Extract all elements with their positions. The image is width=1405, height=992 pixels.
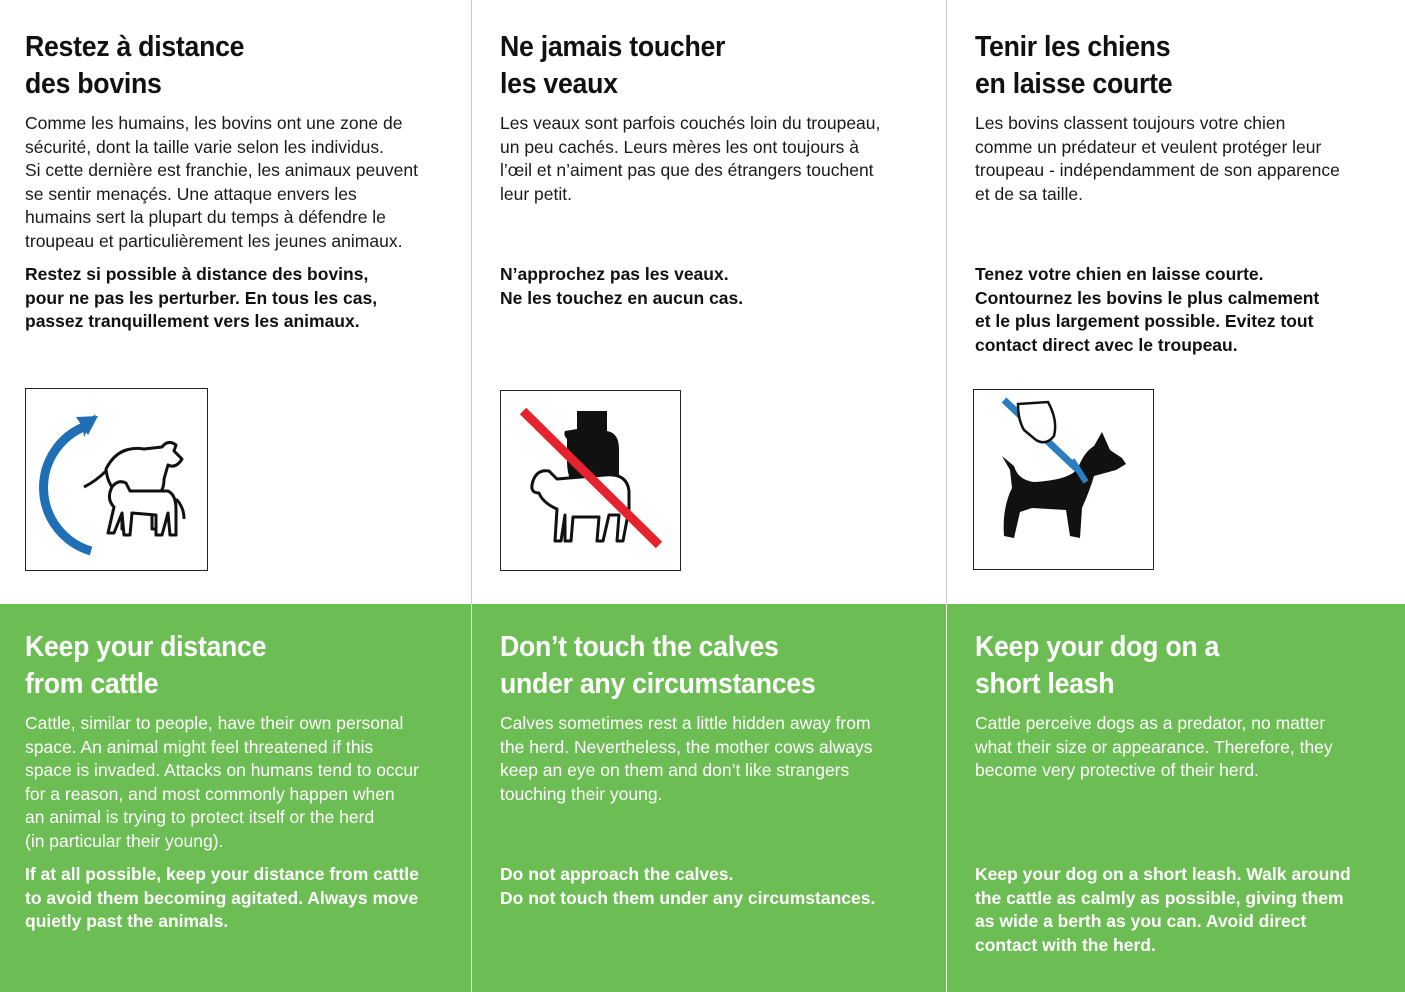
column-divider <box>946 0 947 604</box>
instruction-no-touch-fr: N’approchez pas les veaux. Ne les touchez en aucun cas. <box>500 264 744 308</box>
dog-on-leash-icon <box>973 389 1154 570</box>
english-section <box>0 604 1405 992</box>
french-column-2 <box>500 29 920 103</box>
instruction-leash-fr: Tenez votre chien en laisse courte. Contournez les bovins le plus calmement et le plus largement possible. Evitez tout contact direct avec le troupeau. <box>975 264 1320 355</box>
column-divider <box>471 604 472 992</box>
body-leash-fr: Les bovins classent toujours votre chien comme un prédateur et veulent protéger leur troupeau - indépendamment de son apparence et de sa taille. <box>975 113 1340 204</box>
body-leash-en: Cattle perceive dogs as a predator, no matter what their size or appearance. Therefore, they become very protective of their herd. <box>975 713 1333 780</box>
instruction-keep-distance-fr: Restez si possible à distance des bovins, pour ne pas les perturber. En tous les cas, passez tranquillement vers les animaux. <box>25 264 378 331</box>
french-column-1 <box>25 29 445 103</box>
body-no-touch-en: Calves sometimes rest a little hidden away from the herd. Nevertheless, the mother cows always keep an eye on them and don’t like strangers touching their young. <box>500 713 873 804</box>
column-divider <box>471 0 472 604</box>
keep-distance-cattle-icon <box>25 388 208 571</box>
column-divider <box>946 604 947 992</box>
heading-leash-fr: Tenir les chiens en laisse courte <box>975 31 1173 100</box>
heading-leash-en: Keep your dog on a short leash <box>975 631 1220 700</box>
english-column-2 <box>500 629 920 703</box>
instruction-leash-en: Keep your dog on a short leash. Walk around the cattle as calmly as possible, giving them as wide a berth as you can. Avoid direct contact with the herd. <box>975 864 1351 955</box>
french-column-3 <box>975 29 1395 103</box>
heading-no-touch-en: Don’t touch the calves under any circumstances <box>500 631 816 700</box>
body-no-touch-fr: Les veaux sont parfois couchés loin du troupeau, un peu cachés. Leurs mères les ont toujours à l’œil et n’aiment pas que des étrangers touchent leur petit. <box>500 113 881 204</box>
heading-keep-distance-en: Keep your distance from cattle <box>25 631 267 700</box>
heading-keep-distance-fr: Restez à distance des bovins <box>25 31 245 100</box>
instruction-keep-distance-en: If at all possible, keep your distance from cattle to avoid them becoming agitated. Always move quietly past the animals. <box>25 864 419 931</box>
no-touching-calves-icon <box>500 390 681 571</box>
english-column-3 <box>975 629 1395 703</box>
english-column-1 <box>25 629 445 703</box>
instruction-no-touch-en: Do not approach the calves. Do not touch them under any circumstances. <box>500 864 876 908</box>
heading-no-touch-fr: Ne jamais toucher les veaux <box>500 31 726 100</box>
body-keep-distance-en: Cattle, similar to people, have their own personal space. An animal might feel threatened if this space is invaded. Attacks on humans tend to occur for a reason, and most commonly happen when an animal is trying to protect itself or the herd (in particular their young). <box>25 713 419 851</box>
body-keep-distance-fr: Comme les humains, les bovins ont une zone de sécurité, dont la taille varie selon les individus. Si cette dernière est franchie, les animaux peuvent se sentir menaçés. Une attaque envers les humains sert la plupart du temps à défendre le troupeau et particulièrement les jeunes animaux. <box>25 113 418 251</box>
